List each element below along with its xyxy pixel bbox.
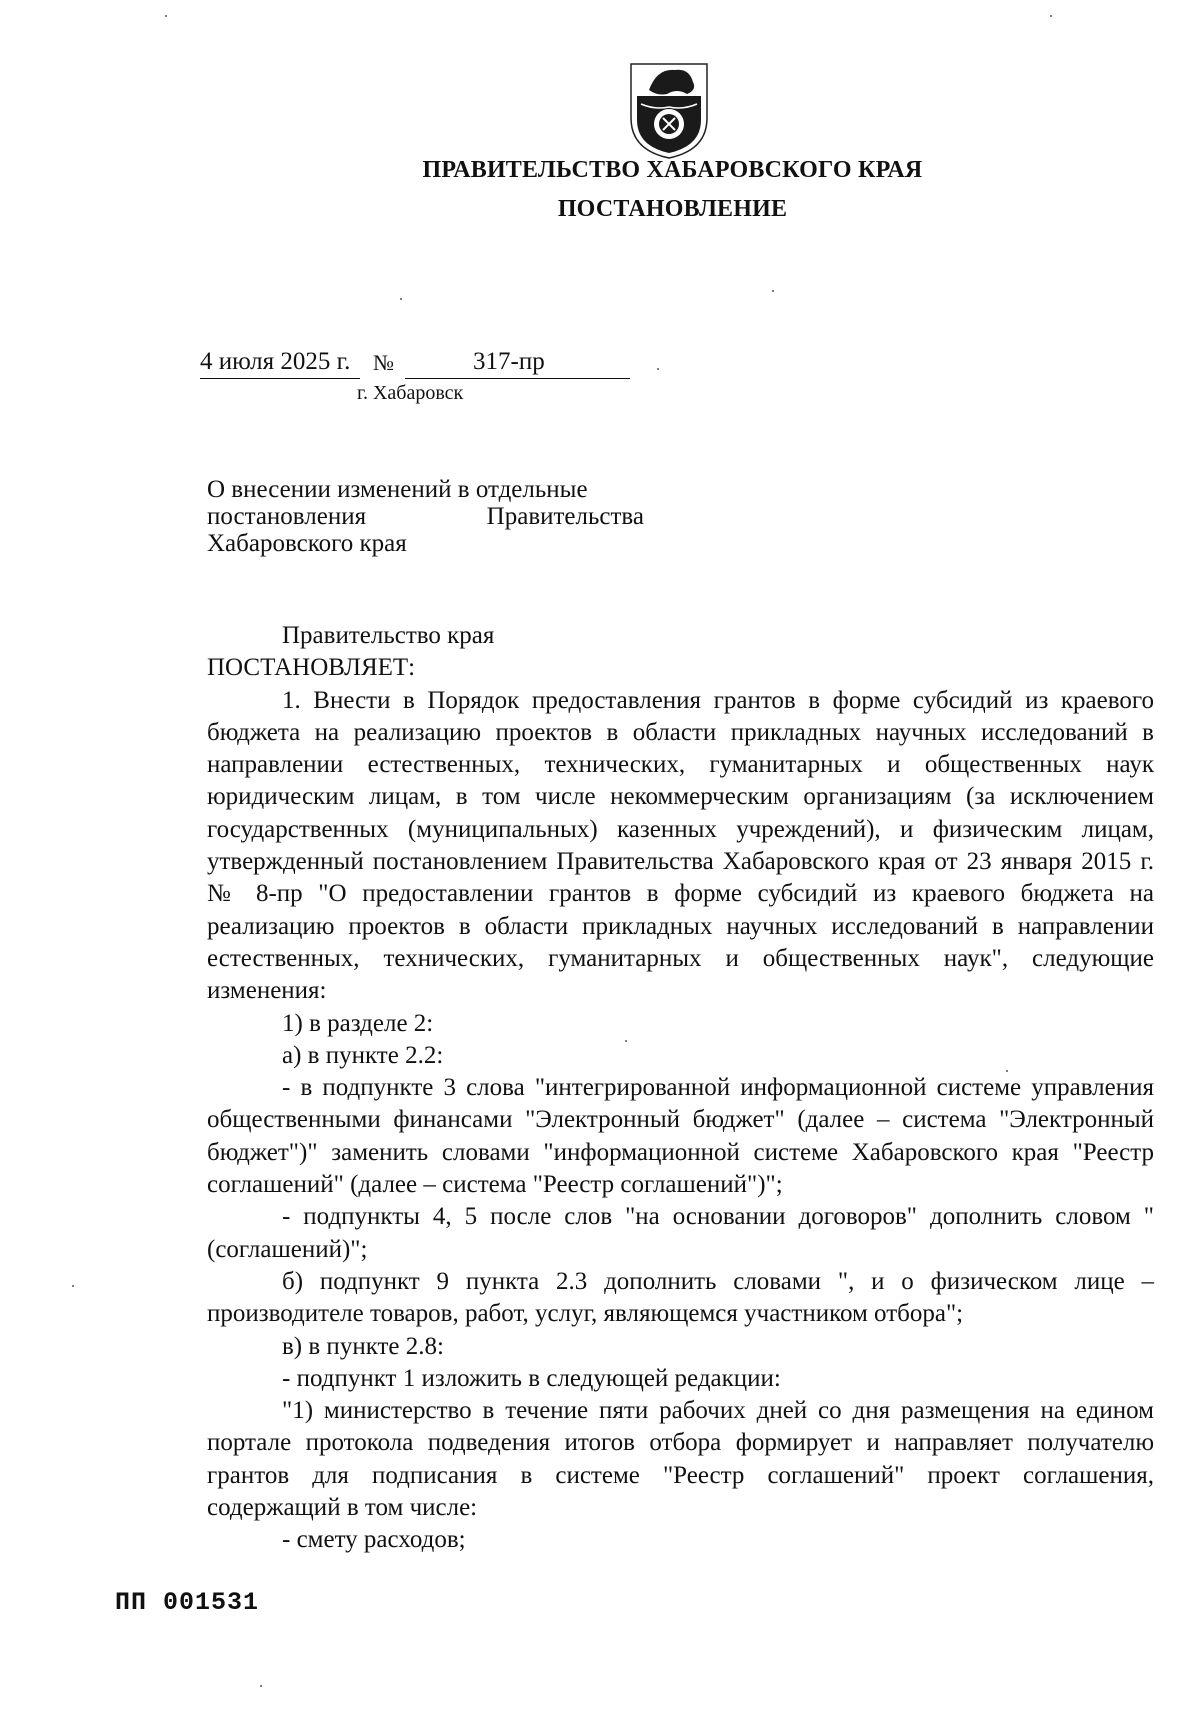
- document-body: [207, 620, 1154, 1557]
- subject-line-1: О внесении изменений в отдельные: [207, 476, 588, 503]
- document-date: 4 июля 2025 г.: [200, 348, 351, 375]
- number-underline: [405, 378, 630, 379]
- intro-line: Правительство края: [282, 622, 495, 649]
- paragraph-1: 1. Внести в Порядок предоставления грантов в форме субсидий из краевого бюджета на реализацию проектов в области прикладных научных исследований в направлении естественных, технических, гуманитарных и общественных наук юридическим лицам, в том числе некоммерческим организациям (за исключением государственных (муниципальных) казенных учреждений), и физическим лицам, утвержденный постановлением Правительства Хабаровского края от 23 января 2015 г. № 8-пр "О предоставлении грантов в форме субсидий из краевого бюджета на реализацию проектов в области прикладных научных исследований в направлении естественных, технических, гуманитарных и общественных наук", следующие изменения:: [207, 686, 1154, 1005]
- scan-speck: [72, 1285, 74, 1287]
- form-code: ПП 001531: [115, 1588, 260, 1617]
- subitem-point-2-2: а) в пункте 2.2:: [282, 1041, 444, 1069]
- scan-speck: [400, 298, 402, 300]
- subitem-subpoint-1: - подпункт 1 изложить в следующей редакции:: [282, 1364, 781, 1392]
- scan-speck: [657, 368, 659, 370]
- resolves-heading: ПОСТАНОВЛЯЕТ:: [207, 654, 416, 682]
- subitem-point-2-8: в) в пункте 2.8:: [282, 1332, 444, 1360]
- scan-speck: [165, 15, 167, 17]
- quoted-text: "1) министерство в течение пяти рабочих дней со дня размещения на едином портале протокола подведения итогов отбора формирует и направляет получателю грантов для подписания в системе "Реестр соглашений" проект соглашения, содержащий в том числе:: [207, 1397, 1154, 1522]
- scan-speck: [1050, 15, 1052, 17]
- number-sign: №: [373, 350, 394, 375]
- subject-line-3: Хабаровского края: [207, 530, 407, 557]
- scan-speck: [1006, 1070, 1008, 1072]
- scan-speck: [625, 1040, 627, 1042]
- scan-speck: [772, 290, 774, 292]
- estimate-item: - смету расходов;: [282, 1526, 466, 1554]
- city-name: г. Хабаровск: [357, 382, 464, 404]
- scan-speck: [260, 1685, 262, 1687]
- subitem-subpoints-4-5: - подпункты 4, 5 после слов "на основании договоров" дополнить словом "(соглашений)";: [207, 1203, 1154, 1263]
- document-subject: [207, 476, 644, 557]
- date-underline: [200, 378, 360, 379]
- subitem-subpoint-9: б) подпункт 9 пункта 2.3 дополнить словами ", и о физическом лице – производителе товаров, работ, услуг, являющемся участником отбора";: [207, 1267, 1154, 1328]
- subitem-subpoint-3: - в подпункте 3 слова "интегрированной информационной системе управления общественными финансами "Электронный бюджет" (далее – система "Электронный бюджет")" заменить словами "информационной системе Хабаровского края "Реестр соглашений" (далее – система "Реестр соглашений")";: [207, 1074, 1154, 1199]
- subject-line-2: постановления Правительства: [207, 503, 644, 530]
- document-type: ПОСТАНОВЛЕНИЕ: [557, 196, 788, 222]
- subitem-section-2: 1) в разделе 2:: [282, 1009, 434, 1037]
- document-number: 317-пр: [473, 348, 545, 375]
- khabarovsk-coat-of-arms-icon: [627, 60, 711, 160]
- organization-title: ПРАВИТЕЛЬСТВО ХАБАРОВСКОГО КРАЯ: [422, 157, 923, 183]
